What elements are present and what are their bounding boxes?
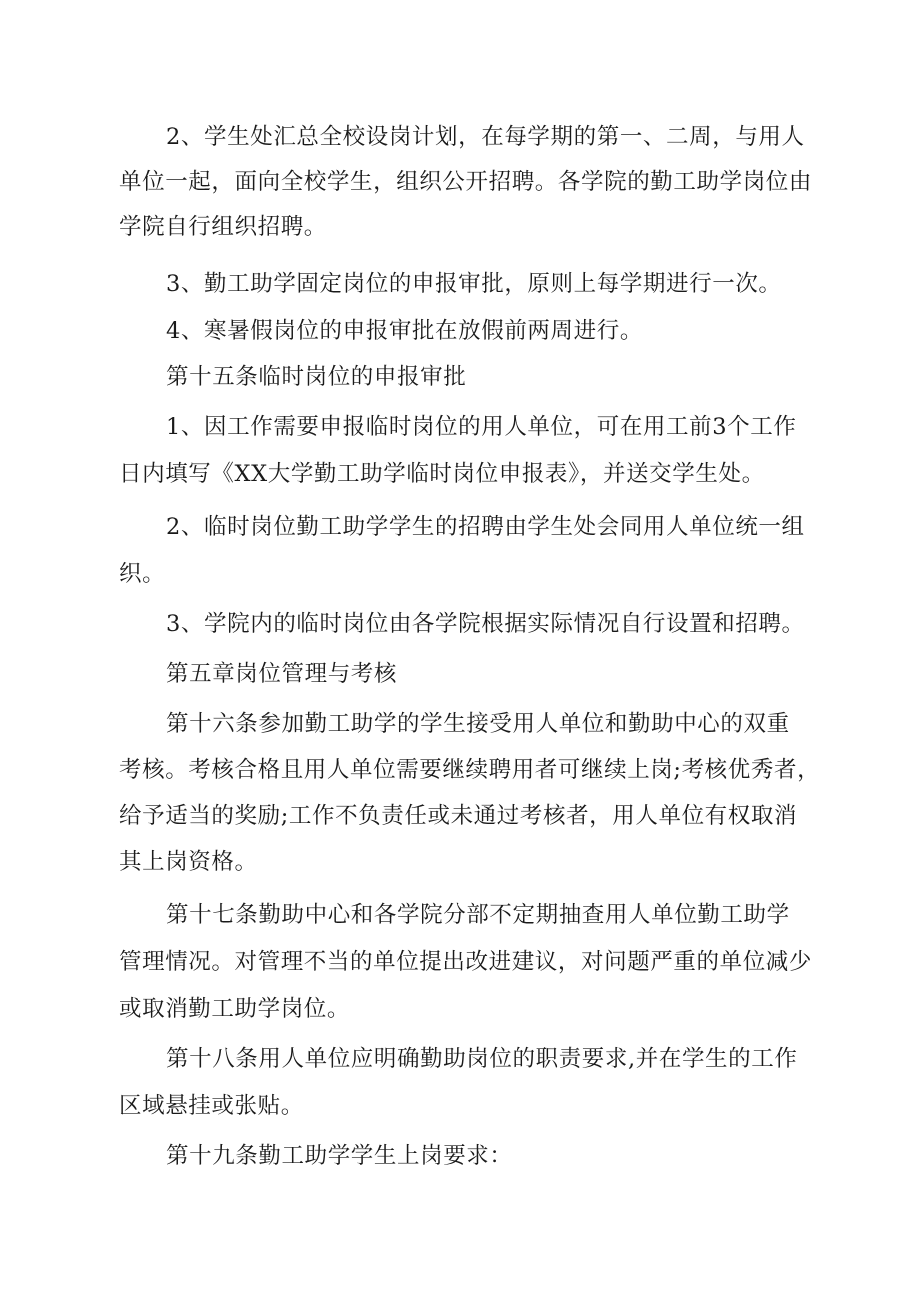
article-19-paragraph xyxy=(119,1137,809,1175)
paragraph-line: 管理情况。对管理不当的单位提出改进建议，对问题严重的单位减少 xyxy=(119,949,813,975)
paragraph-recruitment-plan xyxy=(119,118,813,246)
paragraph-line: 日内填写《XX大学勤工助学临时岗位申报表》，并送交学生处。 xyxy=(119,461,765,487)
paragraph-line: 第十六条参加勤工助学的学生接受用人单位和勤助中心的双重 xyxy=(166,711,790,737)
paragraph-line: 3、勤工助学固定岗位的申报审批，原则上每学期进行一次。 xyxy=(166,271,782,297)
paragraph-line: 第十九条勤工助学学生上岗要求： xyxy=(166,1143,513,1169)
paragraph-temporary-post-application xyxy=(119,408,809,493)
chapter-5-heading xyxy=(119,655,809,693)
paragraph-line: 2、临时岗位勤工助学学生的招聘由学生处会同用人单位统一组 xyxy=(166,514,805,540)
paragraph-line: 单位一起，面向全校学生，组织公开招聘。各学院的勤工助学岗位由 xyxy=(119,169,813,195)
paragraph-college-temporary-posts xyxy=(119,605,809,643)
paragraph-line: 区域悬挂或张贴。 xyxy=(119,1093,304,1119)
paragraph-line: 2、学生处汇总全校设岗计划，在每学期的第一、二周，与用人 xyxy=(166,124,805,150)
paragraph-line: 第十八条用人单位应明确勤助岗位的职责要求,并在学生的工作 xyxy=(166,1046,798,1072)
paragraph-line: 织。 xyxy=(119,561,166,587)
paragraph-line: 其上岗资格。 xyxy=(119,849,258,875)
paragraph-line: 第五章岗位管理与考核 xyxy=(166,661,398,687)
article-15-heading xyxy=(119,358,809,396)
article-16-paragraph xyxy=(119,705,821,881)
paragraph-line: 第十五条临时岗位的申报审批 xyxy=(166,364,467,390)
paragraph-holiday-post-approval xyxy=(119,312,809,350)
paragraph-line: 1、因工作需要申报临时岗位的用人单位，可在用工前3个工作 xyxy=(166,414,797,440)
paragraph-temporary-recruitment xyxy=(119,508,809,593)
paragraph-line: 4、寒暑假岗位的申报审批在放假前两周进行。 xyxy=(166,318,643,344)
paragraph-line: 考核。考核合格且用人单位需要继续聘用者可继续上岗;考核优秀者， xyxy=(119,757,821,783)
article-18-paragraph xyxy=(119,1040,809,1125)
paragraph-line: 学院自行组织招聘。 xyxy=(119,214,327,240)
article-17-paragraph xyxy=(119,896,813,1028)
paragraph-fixed-post-approval xyxy=(119,265,809,303)
paragraph-line: 给予适当的奖励;工作不负责任或未通过考核者，用人单位有权取消 xyxy=(119,803,798,829)
paragraph-line: 或取消勤工助学岗位。 xyxy=(119,996,351,1022)
paragraph-line: 第十七条勤助中心和各学院分部不定期抽查用人单位勤工助学 xyxy=(166,902,790,928)
paragraph-line: 3、学院内的临时岗位由各学院根据实际情况自行设置和招聘。 xyxy=(166,611,805,637)
